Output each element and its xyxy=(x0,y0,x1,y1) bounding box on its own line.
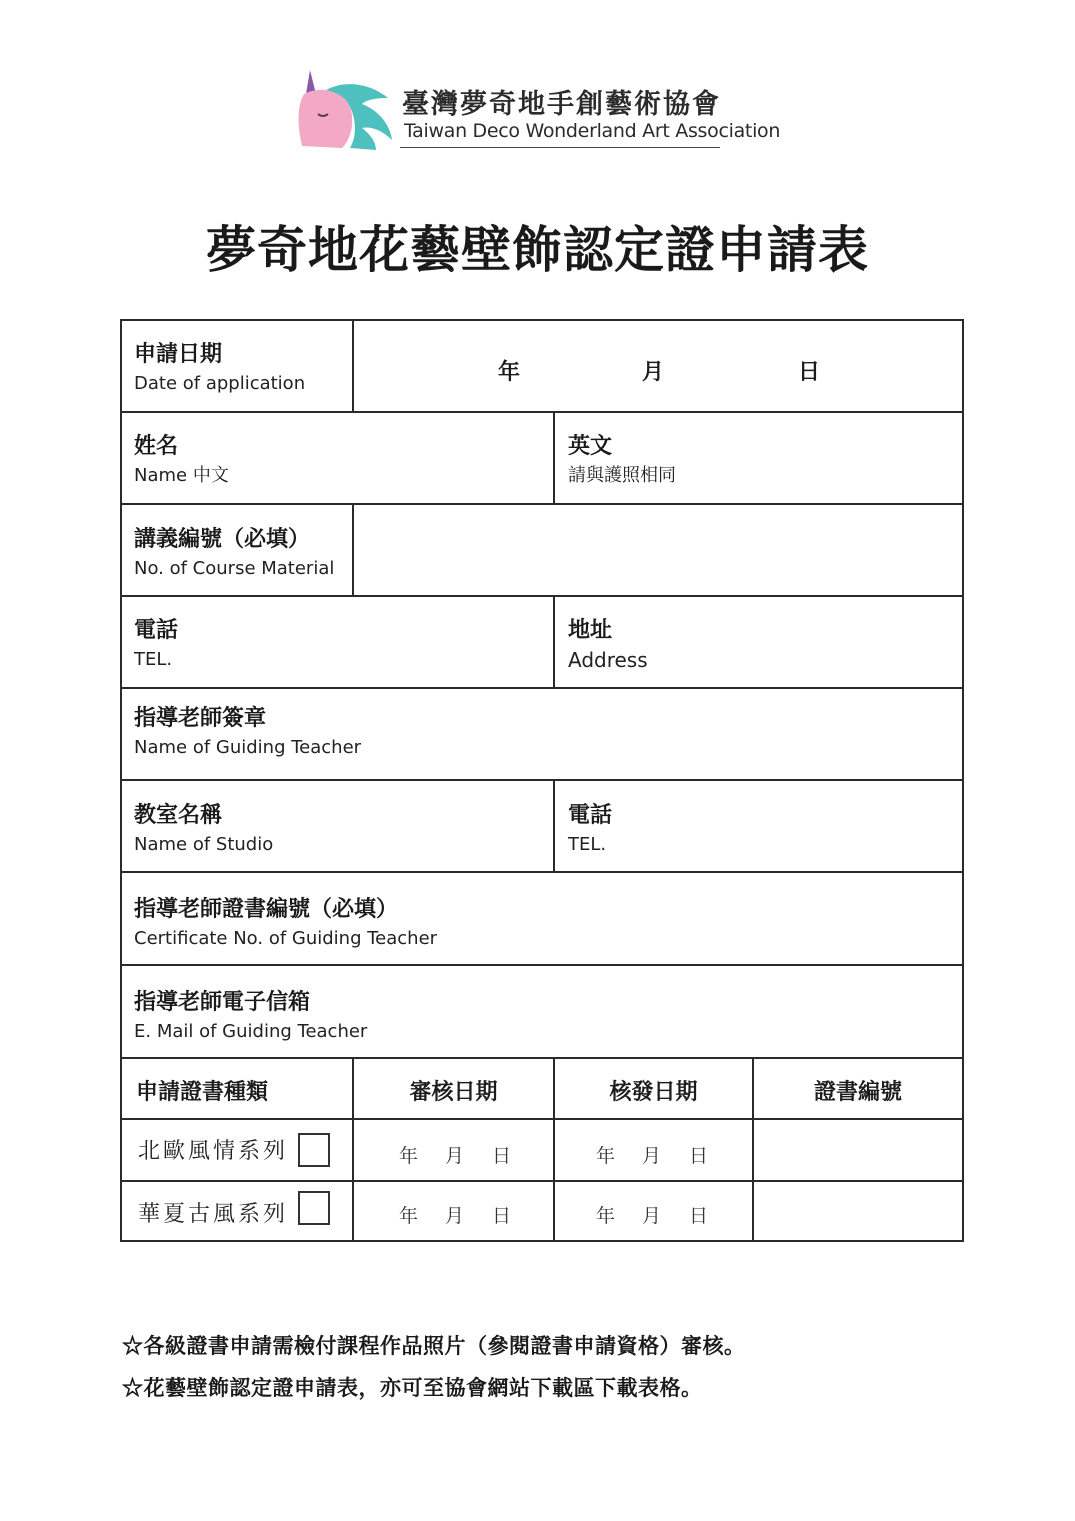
review-month: 月 xyxy=(445,1205,465,1227)
review-day: 日 xyxy=(492,1205,512,1227)
label-zh: 教室名稱 xyxy=(134,802,223,828)
col-divider xyxy=(553,597,555,689)
label-zh: 姓名 xyxy=(134,433,179,459)
date-of-application-label xyxy=(134,341,305,396)
teacher-email-label xyxy=(134,989,367,1044)
issue-day: 日 xyxy=(689,1145,709,1167)
course-material-label xyxy=(134,526,334,581)
association-name-zh: 臺灣夢奇地手創藝術協會 xyxy=(402,89,721,120)
label-en: E. Mail of Guiding Teacher xyxy=(134,1021,368,1042)
application-form xyxy=(120,319,964,1242)
row-divider xyxy=(122,687,962,689)
series-chinese-label: 華夏古風系列 xyxy=(138,1202,289,1227)
header-cert-number: 證書編號 xyxy=(813,1079,902,1105)
cert-number-field[interactable] xyxy=(754,1182,962,1242)
label-en: Name of Guiding Teacher xyxy=(134,737,362,758)
label-zh: 電話 xyxy=(134,617,179,643)
label-zh: 指導老師電子信箱 xyxy=(134,989,311,1015)
label-zh: 指導老師證書編號（必填） xyxy=(134,896,399,922)
logo-underline xyxy=(400,147,720,148)
day-unit: 日 xyxy=(798,359,821,385)
row-divider xyxy=(122,779,962,781)
col-divider xyxy=(553,413,555,505)
label-en: TEL. xyxy=(134,649,173,670)
row-divider xyxy=(122,964,962,966)
studio-tel-label xyxy=(568,802,612,857)
label-zh: 地址 xyxy=(568,617,613,643)
label-en: Date of application xyxy=(134,373,306,394)
label-en: Name of Studio xyxy=(134,834,274,855)
issue-month: 月 xyxy=(642,1145,662,1167)
month-unit: 月 xyxy=(642,359,665,385)
label-en: No. of Course Material xyxy=(134,558,335,579)
issue-month: 月 xyxy=(642,1205,662,1227)
teacher-signature-label xyxy=(134,705,361,760)
label-en: TEL. xyxy=(568,834,607,855)
date-field[interactable] xyxy=(354,321,962,411)
studio-name-label xyxy=(134,802,273,857)
page-title: 夢奇地花藝壁飾認定證申請表 xyxy=(206,220,869,279)
address-label xyxy=(568,617,648,672)
label-zh: 申請日期 xyxy=(134,341,223,367)
cert-number-field[interactable] xyxy=(754,1120,962,1180)
review-day: 日 xyxy=(492,1145,512,1167)
row-divider xyxy=(122,411,962,413)
header-review-date: 審核日期 xyxy=(409,1079,498,1105)
label-en: Address xyxy=(568,648,648,672)
review-month: 月 xyxy=(445,1145,465,1167)
label-zh: 指導老師簽章 xyxy=(134,705,267,731)
row-divider xyxy=(122,1057,962,1059)
row-divider xyxy=(122,871,962,873)
series-nordic-label: 北歐風情系列 xyxy=(138,1139,289,1164)
row-divider xyxy=(122,595,962,597)
unicorn-icon xyxy=(296,68,396,154)
issue-year: 年 xyxy=(596,1205,616,1227)
label-zh: 英文 xyxy=(568,433,613,459)
note-download-form: ☆花藝壁飾認定證申請表，亦可至協會網站下載區下載表格。 xyxy=(122,1375,703,1400)
col-divider xyxy=(553,781,555,873)
review-year: 年 xyxy=(399,1145,419,1167)
label-zh: 電話 xyxy=(568,802,613,828)
note-photo-requirement: ☆各級證書申請需檢付課程作品照片（參閱證書申請資格）審核。 xyxy=(122,1333,746,1358)
name-label xyxy=(134,433,229,488)
label-en: 請與護照相同 xyxy=(568,465,676,486)
english-name-label xyxy=(568,433,676,488)
association-logo xyxy=(296,68,781,154)
header-issue-date: 核發日期 xyxy=(609,1079,698,1105)
teacher-certificate-label xyxy=(134,896,437,951)
series-chinese-checkbox[interactable] xyxy=(298,1191,330,1225)
label-en: Certificate No. of Guiding Teacher xyxy=(134,928,438,949)
course-material-field[interactable] xyxy=(354,505,962,595)
association-name-en: Taiwan Deco Wonderland Art Association xyxy=(404,120,781,142)
issue-day: 日 xyxy=(689,1205,709,1227)
issue-year: 年 xyxy=(596,1145,616,1167)
review-year: 年 xyxy=(399,1205,419,1227)
label-en: Name 中文 xyxy=(134,465,229,486)
year-unit: 年 xyxy=(498,359,521,385)
tel-label xyxy=(134,617,178,672)
series-nordic-checkbox[interactable] xyxy=(298,1133,330,1167)
label-zh: 講義編號（必填） xyxy=(134,526,311,552)
header-cert-type: 申請證書種類 xyxy=(136,1079,269,1105)
